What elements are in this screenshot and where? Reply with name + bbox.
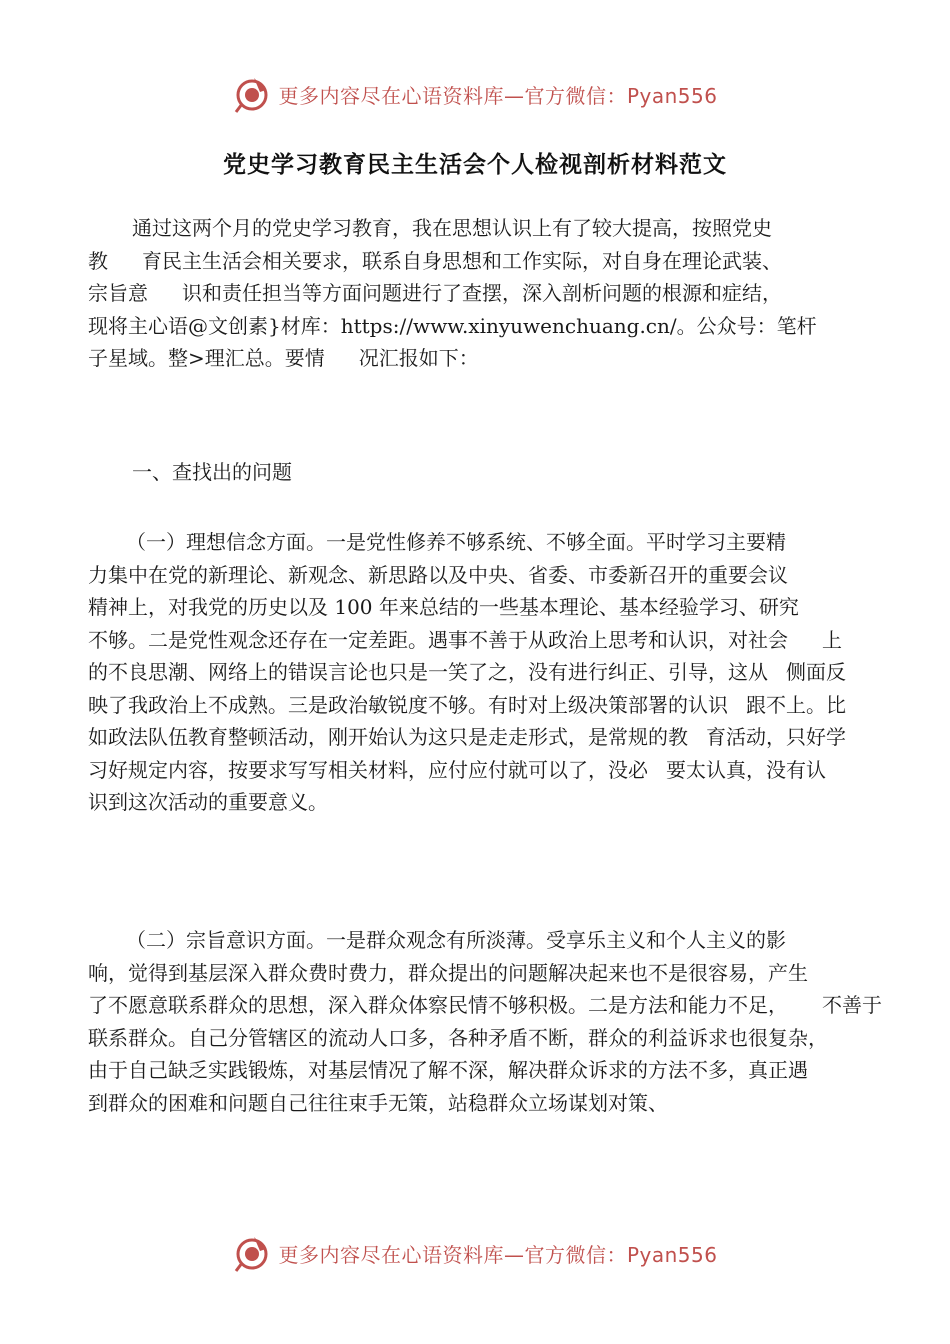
banner-wechat: 官方微信：Pyan556 <box>524 83 718 108</box>
footer-banner <box>0 1231 950 1275</box>
intro-paragraph <box>88 212 868 375</box>
logo-icon <box>232 1233 272 1273</box>
logo-icon <box>232 74 272 114</box>
text-segment: 现将主心语@文创素}材库：https://www.xinyuwenchuang.cn/。公众号：笔杆 <box>88 313 817 338</box>
text-segment: 不够。二是党性观念还存在一定差距。遇事不善于从政治上思考和认识，对社会 <box>88 627 788 652</box>
text-segment: （二）宗旨意识方面。一是群众观念有所淡薄。受享乐主义和个人主义的影 <box>126 928 786 952</box>
banner-text <box>278 80 717 109</box>
text-segment: 教 <box>88 248 108 273</box>
banner-main-text: 更多内容尽在心语资料库— <box>278 1242 525 1267</box>
ideal-belief-paragraph <box>88 526 868 819</box>
text-line <box>88 957 868 990</box>
text-line <box>88 989 882 1022</box>
text-segment: 不善于 <box>822 993 882 1017</box>
text-segment: 育民主生活会相关要求，联系自身思想和工作实际，对自身在理论武装、 <box>142 248 782 273</box>
text-segment: 联系群众。自己分管辖区的流动人口多，各种矛盾不断，群众的利益诉求也很复杂， <box>88 1025 828 1050</box>
banner-wechat: 官方微信：Pyan556 <box>524 1242 718 1267</box>
text-segment: （一）理想信念方面。一是党性修养不够系统、不够全面。平时学习主要精 <box>126 530 786 554</box>
text-line <box>88 924 868 957</box>
text-segment: 育活动，只好学 <box>706 725 846 749</box>
text-segment: 况汇报如下： <box>358 346 479 370</box>
text-line <box>88 526 868 559</box>
text-segment: 由于自己缺乏实践锻炼，对基层情况了解不深，解决群众诉求的方法不多，真正遇 <box>88 1058 808 1082</box>
text-line <box>88 456 868 489</box>
text-segment: 力集中在党的新理论、新观念、新思路以及中央、省委、市委新召开的重要会议 <box>88 562 788 587</box>
text-segment: 要太认真，没有认 <box>666 757 826 782</box>
heading-text: 一、查找出的问题 <box>132 460 292 484</box>
text-segment: 上 <box>822 627 842 652</box>
text-line <box>88 245 868 278</box>
text-segment: 了不愿意联系群众的思想，深入群众体察民情不够积极。二是方法和能力不足， <box>88 993 788 1017</box>
text-line <box>88 1022 868 1055</box>
text-segment: 识和责任担当等方面问题进行了查摆，深入剖析问题的根源和症结， <box>182 281 782 305</box>
text-line <box>88 342 868 375</box>
page-title: 党史学习教育民主生活会个人检视剖析材料范文 <box>223 152 727 178</box>
text-line <box>88 786 868 819</box>
text-line <box>88 624 868 657</box>
text-line <box>88 1054 868 1087</box>
text-segment: 响，觉得到基层深入群众费时费力，群众提出的问题解决起来也不是很容易，产生 <box>88 960 808 985</box>
section-heading <box>88 456 868 489</box>
text-segment: 宗旨意 <box>88 281 148 305</box>
text-line <box>88 310 868 343</box>
text-segment: 映了我政治上不成熟。三是政治敏锐度不够。有时对上级决策部署的认识 <box>88 692 728 717</box>
text-line <box>88 591 868 624</box>
banner-text <box>278 1239 717 1268</box>
header-banner <box>0 72 950 116</box>
text-segment: 识到这次活动的重要意义。 <box>88 790 328 814</box>
text-line <box>88 559 868 592</box>
text-line <box>88 212 868 245</box>
text-line <box>88 721 868 754</box>
text-segment: 精神上，对我党的历史以及 100 年来总结的一些基本理论、基本经验学习、研究 <box>88 595 799 619</box>
text-line <box>88 754 868 787</box>
text-segment: 到群众的困难和问题自己往往束手无策，站稳群众立场谋划对策、 <box>88 1090 668 1115</box>
text-segment: 通过这两个月的党史学习教育，我在思想认识上有了较大提高，按照党史 <box>132 216 772 240</box>
text-segment: 的不良思潮、网络上的错误言论也只是一笑了之，没有进行纠正、引导，这从 <box>88 660 768 684</box>
text-line <box>88 277 868 310</box>
text-line <box>88 1087 868 1120</box>
purpose-awareness-paragraph <box>88 924 882 1119</box>
banner-main-text: 更多内容尽在心语资料库— <box>278 83 525 108</box>
text-segment: 习好规定内容，按要求写写相关材料，应付应付就可以了，没必 <box>88 757 648 782</box>
text-segment: 如政法队伍教育整顿活动，刚开始认为这只是走走形式，是常规的教 <box>88 725 688 749</box>
text-line <box>88 689 868 722</box>
text-segment: 侧面反 <box>786 660 846 684</box>
text-segment: 子星域。整>理汇总。要情 <box>88 346 325 370</box>
text-segment: 跟不上。比 <box>746 692 846 717</box>
text-line <box>88 656 868 689</box>
